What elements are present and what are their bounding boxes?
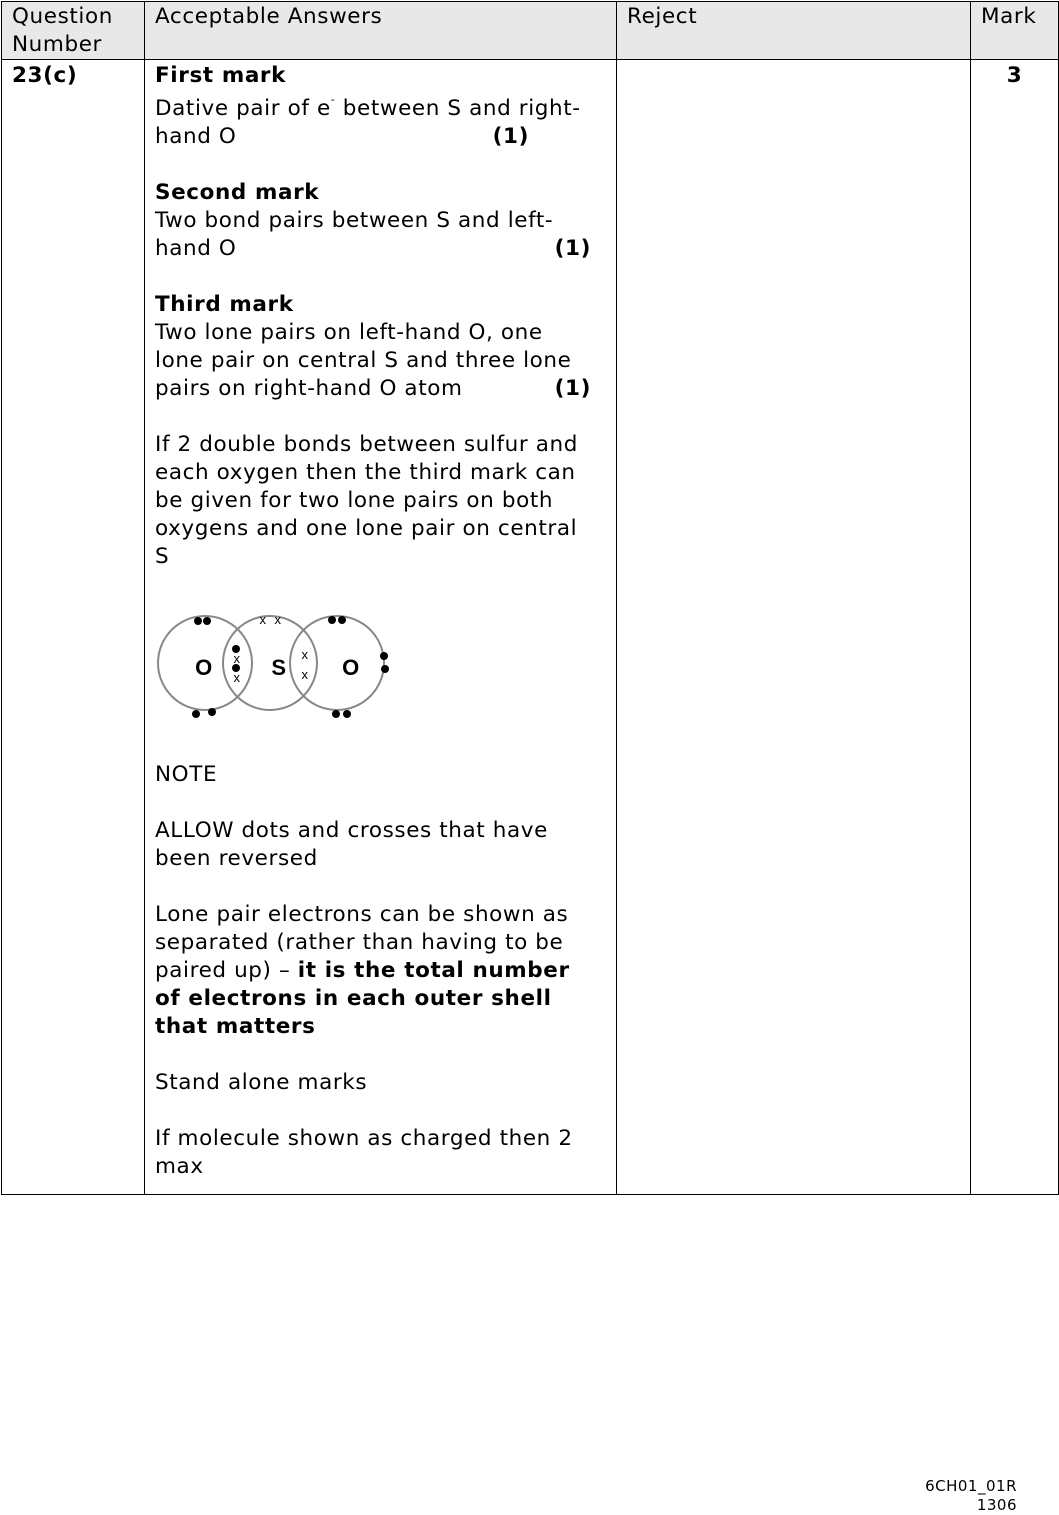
- charged-note: If molecule shown as charged then 2 max: [155, 1126, 573, 1180]
- third-mark-value: (1): [554, 376, 591, 402]
- right-oxygen-label: O: [342, 655, 360, 681]
- third-mark-line3: [155, 375, 595, 403]
- double-bond-note: If 2 double bonds between sulfur and each oxygen then the third mark can be given for two lone pairs on both oxygens and one lone pair on central S: [155, 432, 579, 570]
- mark-value: 3: [971, 60, 1059, 1195]
- right-oxygen-shell: [290, 616, 384, 710]
- answer-row: [2, 60, 1059, 1195]
- second-mark-line1: Two bond pairs between S and left-: [155, 208, 554, 234]
- footer-number: 1306: [976, 1496, 1017, 1514]
- electron-cross: x: [233, 670, 241, 686]
- first-mark-value: (1): [492, 124, 529, 150]
- lone-pair-note-bold: it is the total number of electrons in each outer shell that matters: [155, 958, 570, 1040]
- third-mark-line1: Two lone pairs on left-hand O, one: [155, 320, 543, 346]
- electron-cross: x: [259, 612, 267, 628]
- third-mark-line3-text: pairs on right-hand O atom: [155, 376, 463, 402]
- second-mark-title: Second mark: [155, 180, 320, 206]
- electron-dot: [381, 665, 389, 673]
- electron-dot: [208, 708, 216, 716]
- question-number: 23(c): [2, 60, 145, 1195]
- first-mark-line2-text: hand O: [155, 124, 237, 150]
- sulfur-label: S: [271, 655, 287, 681]
- lone-pair-note-text: Lone pair electrons can be shown as separated (rather than having to be paired up) –: [155, 902, 569, 984]
- so2-dot-cross-svg: [155, 603, 395, 733]
- third-mark-title: Third mark: [155, 292, 294, 318]
- mark-scheme-table: [1, 1, 1059, 1195]
- header-acceptable-answers: Acceptable Answers: [145, 2, 617, 60]
- header-row: [2, 2, 1059, 60]
- electron-dot: [380, 652, 388, 660]
- reject-cell: [617, 60, 971, 1195]
- allow-note: ALLOW dots and crosses that have been reversed: [155, 818, 548, 872]
- first-mark-line1: [155, 90, 606, 123]
- electron-cross: x: [274, 612, 282, 628]
- page-footer: [925, 1477, 1017, 1515]
- left-oxygen-label: O: [195, 655, 213, 681]
- header-mark: Mark: [971, 2, 1059, 60]
- second-mark-value: (1): [554, 236, 591, 262]
- electron-dot: [338, 616, 346, 624]
- electron-dot: [332, 710, 340, 718]
- third-mark-line2: lone pair on central S and three lone: [155, 348, 572, 374]
- first-mark-line2: [155, 123, 533, 151]
- first-mark-title: First mark: [155, 63, 287, 88]
- first-mark-line1-text: Dative pair of e: [155, 96, 331, 122]
- second-mark-line2: [155, 235, 595, 263]
- electron-dot: [194, 617, 202, 625]
- electron-cross: x: [233, 651, 241, 667]
- first-mark-line1-rest: between S and right-: [335, 96, 581, 122]
- electron-dot: [343, 710, 351, 718]
- lone-pair-note: [155, 901, 595, 1041]
- electron-dot: [203, 617, 211, 625]
- second-mark-line2-text: hand O: [155, 236, 237, 262]
- electron-cross: x: [301, 667, 309, 683]
- electron-dot: [192, 710, 200, 718]
- header-reject: Reject: [617, 2, 971, 60]
- stand-alone-note: Stand alone marks: [155, 1070, 368, 1096]
- header-question-number: Question Number: [2, 2, 145, 60]
- note-heading: NOTE: [155, 762, 218, 788]
- electron-dot: [328, 616, 336, 624]
- electron-charge-sup: -: [330, 93, 336, 106]
- acceptable-answers-cell: [145, 60, 617, 1195]
- electron-cross: x: [301, 647, 309, 663]
- paper-code: 6CH01_01R: [925, 1477, 1017, 1495]
- dot-cross-diagram: [155, 603, 395, 733]
